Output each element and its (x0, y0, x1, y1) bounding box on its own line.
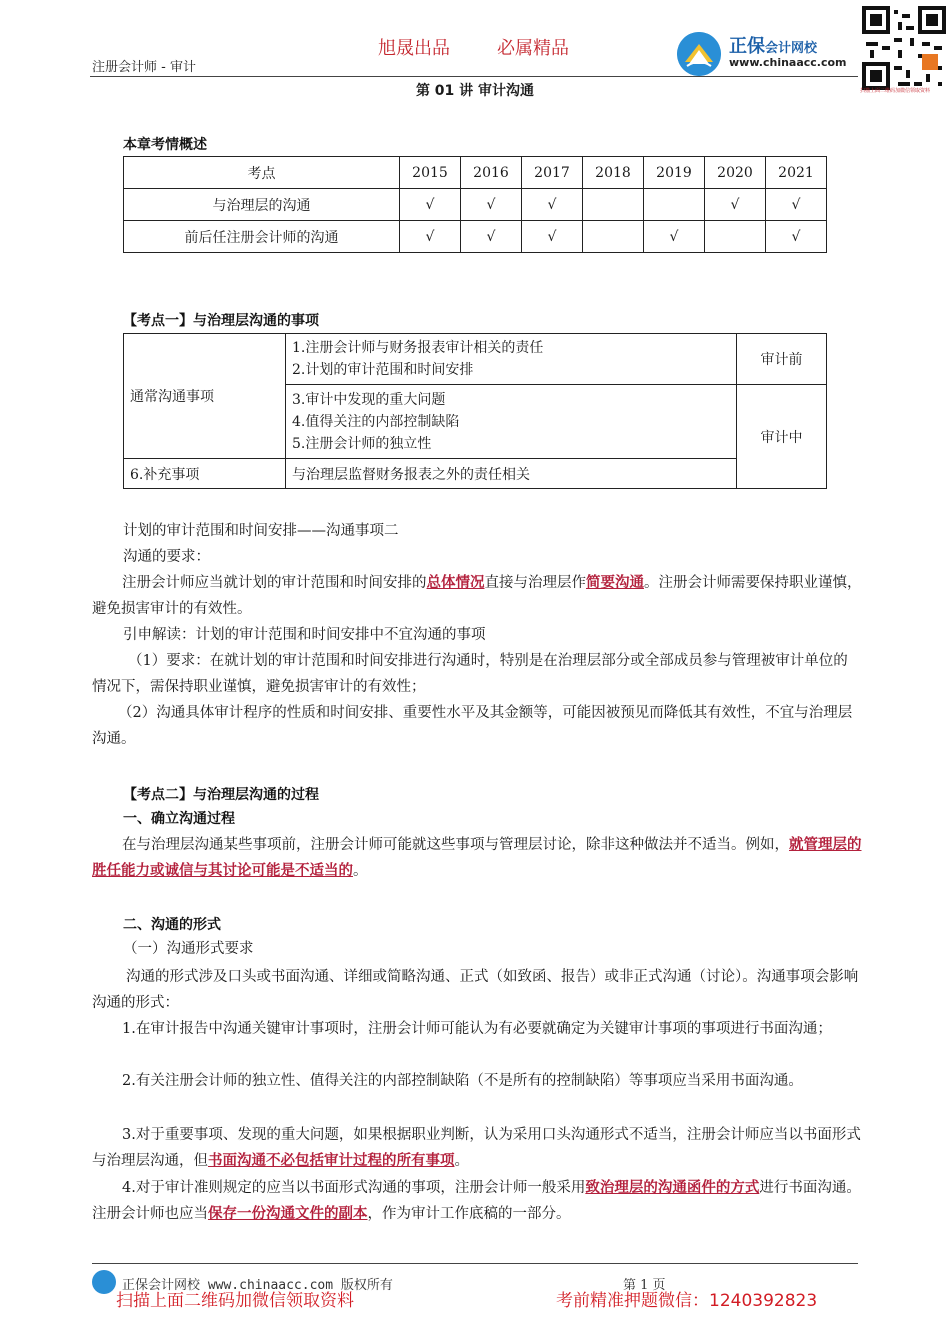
table-cell: √ (461, 221, 522, 253)
table-cell: √ (400, 221, 461, 253)
table-header-cell: 2017 (522, 157, 583, 189)
promo-left: 扫描上面二维码加微信领取资料 (116, 1291, 354, 1311)
header-slogan-left: 旭晟出品 (378, 38, 450, 59)
body-line: 计划的审计范围和时间安排——沟通事项二 (123, 523, 399, 539)
group2-items (286, 385, 737, 459)
page-number: 第 1 页 (623, 1278, 666, 1293)
table-header-cell: 2021 (766, 157, 827, 189)
table-cell (705, 221, 766, 253)
highlight-text: 书面沟通不必包括审计过程的所有事项 (208, 1152, 455, 1169)
communication-items-table (123, 333, 827, 489)
table-cell: 与治理层的沟通 (124, 189, 400, 221)
table-row (124, 459, 827, 489)
body-line: （一）沟通形式要求 (123, 941, 254, 957)
header-divider (90, 76, 858, 77)
overview-heading: 本章考情概述 (123, 137, 207, 153)
stage-during-audit: 审计中 (737, 385, 827, 489)
qr-code-icon (862, 6, 946, 90)
qr-caption: 扫描上面二维码加微信领取资料 (860, 88, 931, 94)
table-cell: √ (705, 189, 766, 221)
stage-before-audit: 审计前 (737, 334, 827, 385)
common-items-label: 通常沟通事项 (124, 334, 286, 459)
list-item: 1.注册会计师与财务报表审计相关的责任 (292, 340, 544, 356)
table-cell: √ (644, 221, 705, 253)
highlight-text: 总体情况 (426, 574, 485, 591)
body-paragraph: （1）要求：在就计划的审计范围和时间安排进行沟通时，特别是在治理层部分或全部成员参与管理被审计单位的情况下，需保持职业谨慎，避免损害审计的有效性； (92, 653, 848, 695)
overview-table (123, 156, 827, 253)
table-header-cell: 2020 (705, 157, 766, 189)
point2-heading: 【考点二】与治理层沟通的过程 (123, 787, 319, 803)
footer-copyright: 正保会计网校 www.chinaacc.com 版权所有 (122, 1278, 393, 1293)
table-cell: √ (461, 189, 522, 221)
logo-book-icon (677, 32, 721, 76)
table-cell: √ (522, 189, 583, 221)
subsection-heading: 一、确立沟通过程 (123, 811, 235, 827)
table-header-cell: 2016 (461, 157, 522, 189)
body-line: 引申解读：计划的审计范围和时间安排中不宜沟通的事项 (123, 627, 486, 643)
table-header-cell: 2018 (583, 157, 644, 189)
highlight-text: 保存一份沟通文件的副本 (208, 1205, 368, 1222)
table-header-cell: 2015 (400, 157, 461, 189)
list-item: 5.注册会计师的独立性 (292, 435, 432, 452)
table-header-cell: 2019 (644, 157, 705, 189)
highlight-text: 简要沟通 (586, 574, 644, 591)
body-paragraph: 4.对于审计准则规定的应当以书面形式沟通的事项，注册会计师一般采用致治理层的沟通函件的方式进行书面沟通。注册会计师也应当保存一份沟通文件的副本，作为审计工作底稿的一部分。 (92, 1179, 861, 1222)
body-paragraph: 注册会计师应当就计划的审计范围和时间安排的总体情况直接与治理层作简要沟通。注册会计师需要保持职业谨慎，避免损害审计的有效性。 (92, 574, 862, 617)
table-row (124, 221, 827, 253)
list-item: 2.计划的审计范围和时间安排 (292, 362, 474, 378)
highlight-text: 就管理层的胜任能力或诚信与其讨论可能是不适当的 (92, 836, 862, 879)
list-item: 4.值得关注的内部控制缺陷 (292, 413, 460, 430)
extra-items-label: 6.补充事项 (124, 459, 286, 489)
body-paragraph: 在与治理层沟通某些事项前，注册会计师可能就这些事项与管理层讨论，除非这种做法并不适当。例如，就管理层的胜任能力或诚信与其讨论可能是不适当的。 (92, 836, 862, 879)
subsection-heading: 二、沟通的形式 (123, 917, 221, 933)
logo-url: www.chinaacc.com (729, 56, 847, 69)
body-paragraph: （2）沟通具体审计程序的性质和时间安排、重要性水平及其金额等，可能因被预见而降低其有效性，不宜与治理层沟通。 (92, 705, 853, 747)
body-paragraph: 1.在审计报告中沟通关键审计事项时，注册会计师可能认为有必要就确定为关键审计事项的事项进行书面沟通； (122, 1021, 832, 1037)
highlight-text: 致治理层的沟通函件的方式 (585, 1179, 760, 1196)
table-cell (644, 189, 705, 221)
header-slogan-right: 必属精品 (497, 38, 569, 59)
table-cell: √ (766, 189, 827, 221)
table-cell: √ (766, 221, 827, 253)
point1-heading: 【考点一】与治理层沟通的事项 (123, 313, 319, 329)
table-cell: 前后任注册会计师的沟通 (124, 221, 400, 253)
body-paragraph: 沟通的形式涉及口头或书面沟通、详细或简略沟通、正式（如致函、报告）或非正式沟通（讨论）。沟通事项会影响沟通的形式： (92, 969, 859, 1011)
table-row (124, 334, 827, 385)
footer-logo-icon (92, 1270, 116, 1294)
promo-right: 考前精准押题微信：1240392823 (556, 1291, 818, 1311)
extra-items-text: 与治理层监督财务报表之外的责任相关 (286, 459, 737, 489)
table-cell: √ (400, 189, 461, 221)
body-paragraph: 3.对于重要事项、发现的重大问题，如果根据职业判断，认为采用口头沟通形式不适当，注册会计师应当以书面形式与治理层沟通，但书面沟通不必包括审计过程的所有事项。 (92, 1127, 861, 1169)
table-cell (583, 221, 644, 253)
logo-title: 正保会计网校 (729, 36, 818, 57)
subject-label: 注册会计师 - 审计 (92, 60, 196, 75)
table-header-row (124, 157, 827, 189)
footer-divider (92, 1263, 858, 1264)
chinaacc-logo (677, 30, 857, 76)
table-header-cell: 考点 (124, 157, 400, 189)
body-line: 沟通的要求： (123, 549, 210, 565)
lecture-title: 第 01 讲 审计沟通 (415, 83, 535, 99)
table-cell (583, 189, 644, 221)
list-item: 3.审计中发现的重大问题 (292, 391, 446, 408)
table-row (124, 189, 827, 221)
group1-items (286, 334, 737, 385)
body-paragraph: 2.有关注册会计师的独立性、值得关注的内部控制缺陷（不是所有的控制缺陷）等事项应当采用书面沟通。 (122, 1073, 803, 1089)
table-cell: √ (522, 221, 583, 253)
